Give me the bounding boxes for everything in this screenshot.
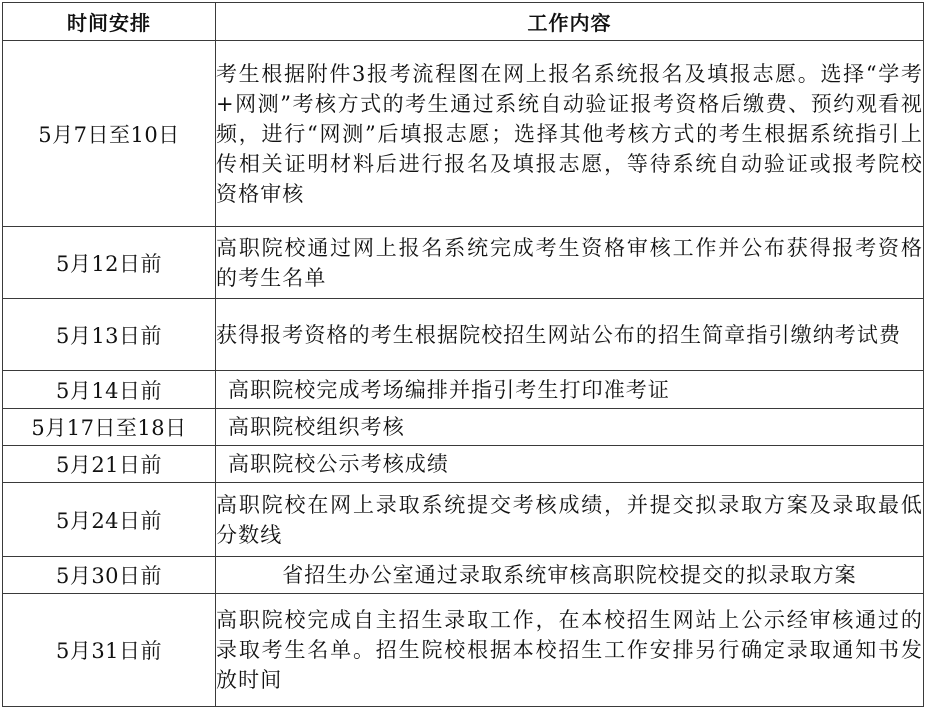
work-cell: 高职院校组织考核: [216, 409, 924, 446]
table-row: [3, 483, 924, 557]
work-cell: 高职院校在网上录取系统提交考核成绩，并提交拟录取方案及录取最低分数线: [216, 483, 924, 557]
table-row: [3, 227, 924, 299]
work-cell: 获得报考资格的考生根据院校招生网站公布的招生简章指引缴纳考试费: [216, 299, 924, 371]
table-row: [3, 299, 924, 371]
work-cell: 高职院校公示考核成绩: [216, 446, 924, 483]
table-row: [3, 371, 924, 409]
time-cell: 5月14日前: [3, 371, 216, 409]
table-row: [3, 557, 924, 594]
table-row: [3, 41, 924, 227]
time-cell: 5月30日前: [3, 557, 216, 594]
table-row: [3, 446, 924, 483]
time-cell: 5月12日前: [3, 227, 216, 299]
time-cell: 5月24日前: [3, 483, 216, 557]
work-cell: 高职院校完成自主招生录取工作，在本校招生网站上公示经审核通过的录取考生名单。招生院校根据本校招生工作安排另行确定录取通知书发放时间: [216, 594, 924, 707]
table-row: [3, 409, 924, 446]
time-cell: 5月21日前: [3, 446, 216, 483]
work-cell: 高职院校通过网上报名系统完成考生资格审核工作并公布获得报考资格的考生名单: [216, 227, 924, 299]
work-cell: 考生根据附件3报考流程图在网上报名系统报名及填报志愿。选择“学考+网测”考核方式的考生通过系统自动验证报考资格后缴费、预约观看视频，进行“网测”后填报志愿；选择其他考核方式的考生根据系统指引上传相关证明材料后进行报名及填报志愿，等待系统自动验证或报考院校资格审核: [216, 41, 924, 227]
header-time: 时间安排: [3, 3, 216, 41]
table-row: [3, 594, 924, 707]
time-cell: 5月7日至10日: [3, 41, 216, 227]
schedule-table: [2, 2, 924, 707]
table-header-row: [3, 3, 924, 41]
time-cell: 5月13日前: [3, 299, 216, 371]
work-cell: 省招生办公室通过录取系统审核高职院校提交的拟录取方案: [216, 557, 924, 594]
time-cell: 5月17日至18日: [3, 409, 216, 446]
time-cell: 5月31日前: [3, 594, 216, 707]
work-cell: 高职院校完成考场编排并指引考生打印准考证: [216, 371, 924, 409]
header-work: 工作内容: [216, 3, 924, 41]
